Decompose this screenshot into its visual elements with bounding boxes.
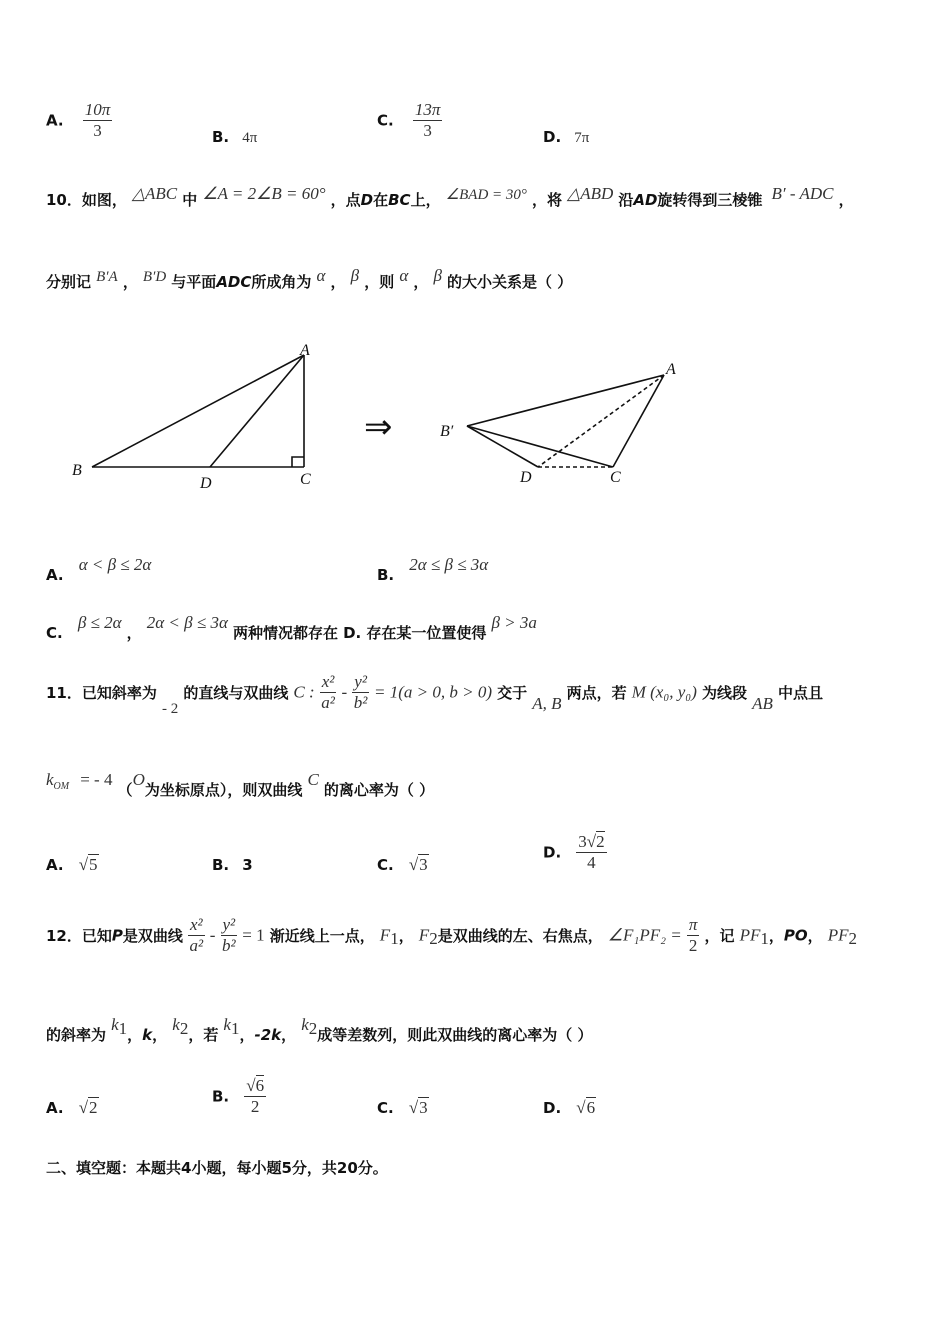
edge-ba bbox=[467, 375, 664, 426]
q11-line1: 11．已知斜率为 - 2 的直线与双曲线 C : $\frac{\text{x²}}{\text{a²}}$ - $\frac{\text{y²}}{\text{b²}}$ = 1(a > 0, b > 0) 交于 A, B 两点，若 M (x₀, y₀) 为线段 AB 中点且 bbox=[46, 672, 823, 717]
label-d-right: D bbox=[520, 469, 532, 486]
q10-option-a: A. α < β ≤ 2α bbox=[46, 555, 152, 584]
edge-bd bbox=[467, 426, 538, 467]
pyramid-b-adc bbox=[467, 375, 664, 467]
sqrt: √2 bbox=[78, 1098, 98, 1117]
edge-ad bbox=[210, 355, 304, 467]
label-c-left: C bbox=[300, 471, 311, 488]
label-b-left: B bbox=[72, 462, 82, 479]
fraction-pi-2: $\frac{\pi}{2}$ bbox=[688, 915, 698, 955]
section-heading: 二、填空题：本题共4小题，每小题5分，共20分。 bbox=[46, 1159, 388, 1177]
option-letter: C. bbox=[377, 111, 394, 130]
option-value: 4π bbox=[242, 130, 258, 146]
sqrt: √6 bbox=[576, 1098, 596, 1117]
option-letter: A. bbox=[46, 111, 64, 130]
q11-option-c: C. √3 bbox=[377, 855, 428, 874]
sqrt: √3 bbox=[408, 855, 428, 874]
option-letter: D. bbox=[543, 128, 562, 146]
q10-option-c-d: C. β ≤ 2α ， 2α < β ≤ 3α 两种情况都存在 D. 存在某一位置使得 β > 3a bbox=[46, 613, 537, 642]
fraction: $\frac{13\pi}{3}$ bbox=[414, 100, 441, 140]
q12-option-c: C. √3 bbox=[377, 1098, 428, 1117]
q12-line2: 的斜率为 $k_1$，k， $k_2$，若 $k_1$，-2k， $k_2$成等差数列，则此双曲线的离心率为（ ） bbox=[46, 1015, 593, 1044]
label-a-left: A bbox=[300, 342, 310, 359]
q9-option-b bbox=[212, 127, 257, 147]
q9-option-a bbox=[46, 100, 112, 141]
q10-line1: 10．如图， △ABC 中 ∠A = 2∠B = 60° ，点D在BC上， ∠BAD = 30° ，将 △ABD 沿AD旋转得到三棱锥 B′ - ADC ， bbox=[46, 184, 854, 209]
q10-figure bbox=[60, 330, 700, 500]
q11-option-b: B. 3 bbox=[212, 856, 253, 874]
q11-line2: $k_{OM}$ = - 4 （O为坐标原点），则双曲线 C 的离心率为（ ） bbox=[46, 770, 435, 799]
right-angle-mark bbox=[292, 457, 304, 467]
edge-bc bbox=[467, 426, 613, 467]
q12-option-b: B. $\frac{√6}{2}$ bbox=[212, 1076, 265, 1116]
fraction-y2-b2: $\frac{\text{y²}}{\text{b²}}$ bbox=[353, 672, 368, 712]
sqrt: √3 bbox=[408, 1098, 428, 1117]
label-d-left: D bbox=[200, 475, 212, 492]
edge-ad-dashed bbox=[538, 375, 664, 467]
option-letter: B. bbox=[212, 128, 230, 146]
option-value: 7π bbox=[574, 130, 590, 146]
triangle-abc bbox=[92, 355, 304, 467]
q9-option-d bbox=[543, 127, 589, 147]
q11-option-a: A. √5 bbox=[46, 855, 98, 874]
edge-ab bbox=[92, 355, 304, 467]
q12-option-a: A. √2 bbox=[46, 1098, 98, 1117]
arrow-icon: ⇒ bbox=[364, 409, 393, 446]
fraction-x2-a2: $\frac{\text{x²}}{\text{a²}}$ bbox=[189, 915, 204, 955]
fraction-x2-a2: $\frac{\text{x²}}{\text{a²}}$ bbox=[321, 672, 335, 712]
label-a-right: A bbox=[666, 361, 676, 378]
q11-option-d: D. $\frac{3√2}{4}$ bbox=[543, 832, 605, 872]
q9-option-c bbox=[377, 100, 442, 141]
fraction: $\frac{√6}{2}$ bbox=[246, 1076, 265, 1116]
q10-line2: 分别记 B′A ， B′D 与平面ADC所成角为 α ， β ，则 α ， β 的大小关系是（ ） bbox=[46, 266, 573, 291]
fraction: $\frac{10\pi}{3}$ bbox=[84, 100, 111, 140]
fraction-y2-b2: $\frac{\text{y²}}{\text{b²}}$ bbox=[222, 915, 236, 955]
q12-line1: 12．已知P是双曲线 $\frac{\text{x²}}{\text{a²}}$ - $\frac{\text{y²}}{\text{b²}}$ = 1 渐近线上一点， $F_1$， $F_2$是双曲线的左、右焦点， ∠F₁PF₂ = $\frac{\pi}{2}$ ，记 $PF_1$，PO， $PF_2$ bbox=[46, 915, 857, 955]
edge-ac bbox=[613, 375, 664, 467]
q12-option-d: D. √6 bbox=[543, 1098, 596, 1117]
q10-option-b: B. 2α ≤ β ≤ 3α bbox=[377, 555, 489, 584]
fraction: $\frac{3√2}{4}$ bbox=[578, 832, 605, 872]
label-b-right: B′ bbox=[440, 423, 454, 440]
sqrt: √5 bbox=[78, 855, 98, 874]
label-c-right: C bbox=[610, 469, 621, 486]
